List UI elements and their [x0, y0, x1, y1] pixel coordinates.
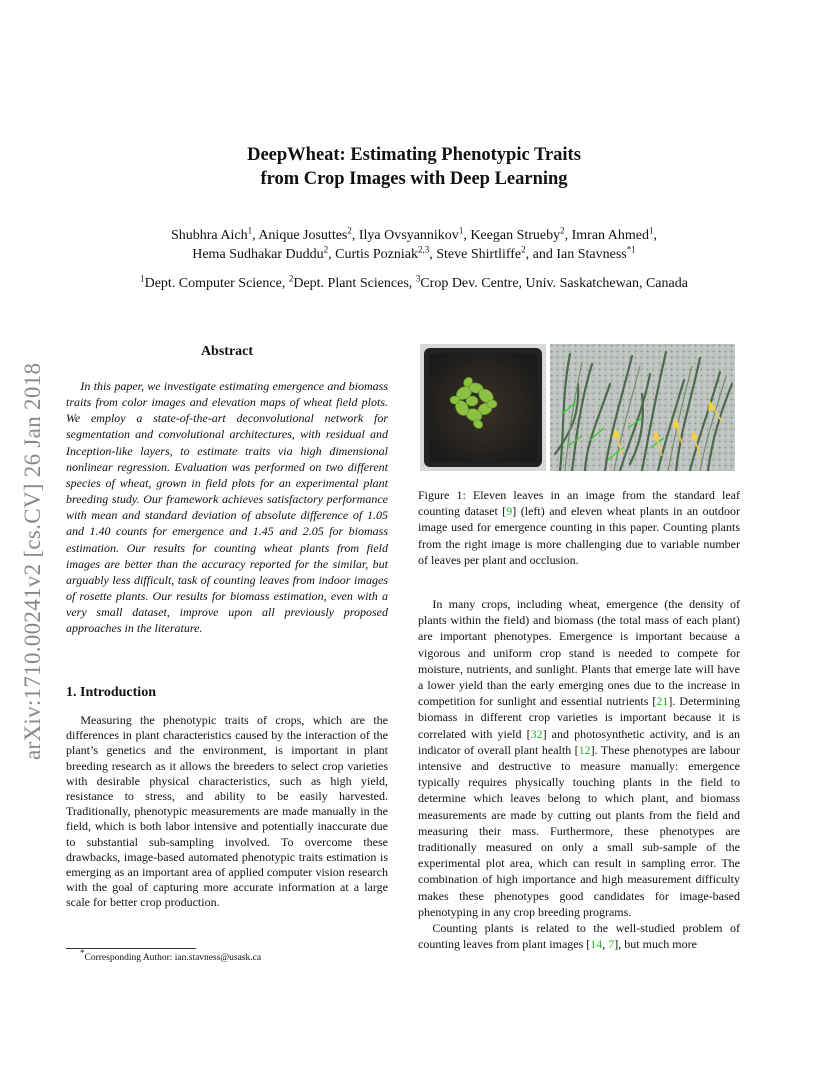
introduction-text: Measuring the phenotypic traits of crops, which are the differences in plant characteristics caused by the interaction of the plant’s genetics and the environment, is important in plant breeding research as it allows the breeders to select crop varieties with desirable physical characteristics, such as high yield, resistance to stress, and ability to be easily harvested. Traditionally, phenotypic measurements are made manually in the field, which is both labor intensive and potentially inaccurate due to substantial sub-sampling involved. To overcome these drawbacks, image-based automated phenotypic traits estimation is emerging as an important area of applied computer vision research with the goal of capturing more accurate information at a large scale for better crop production. — [66, 713, 388, 910]
citation-link[interactable]: 21 — [656, 694, 669, 709]
rosette-plant-drawing — [420, 344, 546, 471]
figure-wheat-field-image — [550, 344, 735, 471]
footnote: *Corresponding Author: ian.stavness@usask.ca — [80, 948, 262, 964]
citation-link[interactable]: 7 — [608, 937, 615, 952]
paragraph: Counting plants is related to the well-studied problem of counting leaves from plant images [14, 7], but much more — [418, 921, 740, 952]
wheat-field-drawing — [550, 344, 735, 471]
title-line-1: DeepWheat: Estimating Phenotypic Traits — [247, 145, 581, 165]
footnote-rule — [66, 948, 196, 949]
citation-link[interactable]: 12 — [578, 742, 591, 757]
citation-link[interactable]: 32 — [530, 726, 543, 741]
figure-rosette-plant-image — [420, 344, 546, 471]
title-line-2: from Crop Images with Deep Learning — [260, 169, 568, 189]
author-line-1: Shubhra Aich$^1$, Anique Josuttes$^2$, Ilya Ovsyannikov$^1$, Keegan Strueby$^2$, Imran Ahmed$^1$, — [170, 225, 657, 243]
abstract-text: In this paper, we investigate estimating emergence and biomass traits from color images and elevation maps of wheat field plots. We employ a state-of-the-art deconvolutional network for segmentation and convolutional architectures, with residual and Inception-like layers, to estimate traits via high dimensional nonlinear regression. Evaluation was performed on two different species of wheat, grown in field plots for an experimental plant breeding study. Our framework achieves satisfactory performance with mean and standard deviation of absolute difference of 1.05 and 1.40 counts for emergence and 1.45 and 2.05 for biomass estimation. Our results for counting wheat plants from field images are better than the accuracy reported for the similar, but arguably less difficult, task of counting leaves from indoor images of rosette plants. Our results for biomass estimation, even with a very small dataset, improve upon all previously proposed approaches in the literature. — [66, 379, 388, 636]
figure-1-caption: Figure 1: Eleven leaves in an image from the standard leaf counting dataset [9] (left) and eleven wheat plants in an outdoor image used for emergence counting in this paper. Counting plants from the right image is more challenging due to variable number of leaves per plant and occlusion. — [418, 488, 740, 567]
author-line-2: Hema Sudhakar Duddu$^2$, Curtis Pozniak$^{2,3}$, Steve Shirtliffe$^2$, and Ian Stavness$^{*1}$ — [192, 244, 636, 262]
author-list — [60, 226, 768, 264]
section-heading-introduction: 1. Introduction — [66, 685, 156, 700]
paragraph: In many crops, including wheat, emergence (the density of plants within the field) and biomass (the total mass of each plant) are important phenotypes. Emergence is important because a vigorous and uniform crop stand is needed to compete for moisture, nutrients, and sunlight. Plants that emerge late will have a lower yield than the early emerging ones due to the increase in competition for sunlight and essential nutrients [21]. Determining biomass in different crop varieties is important because it is correlated with yield [32] and photosynthetic activity, and is an indicator of overall plant health [12]. These phenotypes are labour intensive and destructive to measure manually: emergence typically requires physically touching plants in the field to determine which leaves belong to which plant, and biomass measurements are made by cutting out plants from the field and measuring their mass. Furthermore, these phenotypes are traditionally measured on only a small sub-sample of the experimental plot area, which can result in sampling error. The combination of high importance and high measurement difficulty makes these phenotypes good candidates for image-based phenotyping in any crop breeding programs. — [418, 597, 740, 919]
right-column-text — [418, 596, 740, 952]
citation-link[interactable]: 9 — [506, 504, 513, 519]
citation-link[interactable]: 14 — [590, 937, 603, 952]
affiliations: $^1$Dept. Computer Science, $^2$Dept. Plant Sciences, $^3$Crop Dev. Centre, Univ. Saskatchewan, Canada — [140, 273, 688, 291]
arxiv-identifier: arXiv:1710.00241v2 [cs.CV] 26 Jan 2018 — [20, 362, 45, 760]
paper-title — [60, 143, 768, 191]
abstract-heading: Abstract — [200, 344, 254, 359]
